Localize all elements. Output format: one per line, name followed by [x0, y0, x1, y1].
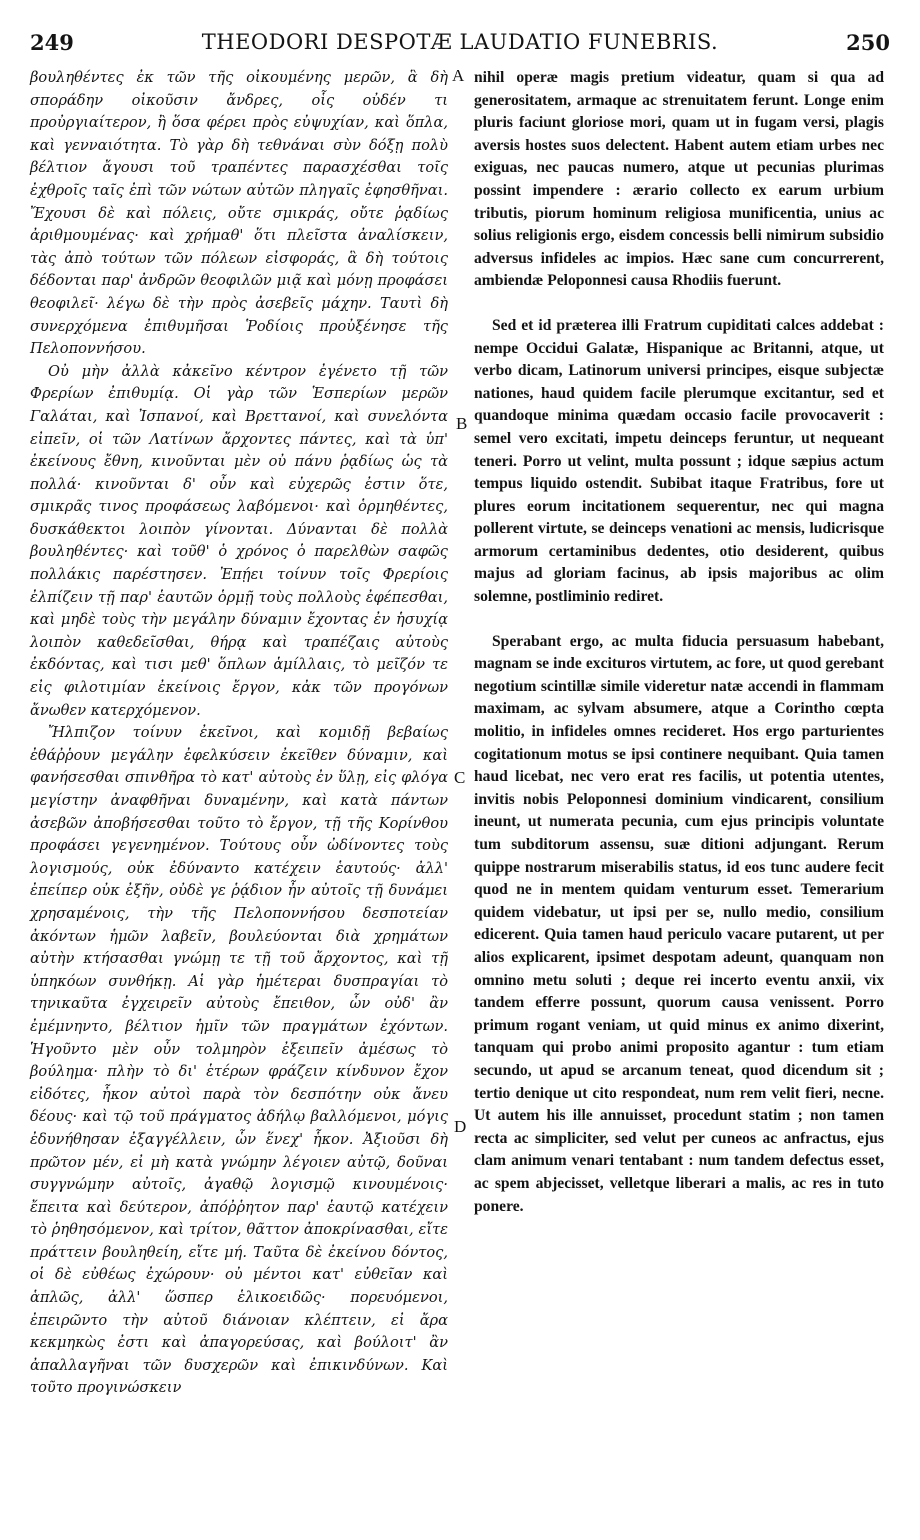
running-title: THEODORI DESPOTÆ LAUDATIO FUNEBRIS. [201, 30, 719, 54]
latin-column [474, 67, 884, 1218]
greek-column [30, 67, 448, 1400]
latin-paragraph-1: nihil operæ magis pretium videatur, quam si qua ad generositatem, armaque ac strenuitatem ferunt. Longe enim pluris faciunt gloriose mori, quam ut in fugam versi, plagis aversis hostes suos delectent. Habent autem etiam urbes nec exiguas, nec paucas numero, atque ut pecunias plurimas possint impendere : ærario collecto ex earum urbium tributis, piorum hominum religiosa munificentia, unius ac solius religionis ergo, eisdem concessis belli nimirum subsidio adversus infideles ac impios. Hæc sane cum concurrerent, ambiendæ Peloponnesi causa Rhodiis fuerunt. [474, 69, 884, 290]
latin-paragraph-3: Sperabant ergo, ac multa fiducia persuasum habebant, magnam se inde excituros virtutem, ac fore, ut quod gerebant negotium scintillæ simile videretur natæ accendi in flammam maximam, ac sylvam absumere, atque a Corintho cœpta molitio, in infideles omnes recideret. Hos ergo parturientes cogitationum motus se ipsi continere nequibant. Quia tamen haud licebat, nec vero erat res facilis, ut potentia utentes, invitis nobis Peloponnesi dominium vindicarent, consilium ineunt, ut numerata pecunia, cum ejus principis voluntate tum subditorum assensu, suæ ditioni adjungant. Rerum quippe nostrarum miserabilis status, id eos tunc audere fecit quod ne in mentem quidam venturum esset. Temerarium quidem videbatur, ut ipsi per se, nullo medio, consilium edicerent. Quia tamen haud periculo vacare putarent, ut per alios explicarent, ipsimet despotam adeunt, quanquam non omnino metu soluti ; deque rei incerto eventu anxii, vix tandem efferre possunt, quorum causa venissent. Porro primum rogant veniam, ut quid minus ex animo dixerint, tanquam qui probo animi proposito agantur : tum etiam secundo, ut apud se arcanum teneat, quod dicendum sit ; tertio denique ut cito respondeat, num rem velit fieri, necne. Ut autem his ille annuisset, procedunt statim ; non tamen recta ac simpliciter, sed velut per cuneos ac anfractus, ejus clam animum venari tentabant : num tandem defectus esset, ac spem abjecisset, velletque liberari a malis, ac res in tuto ponere. [474, 632, 884, 1215]
greek-paragraph-3: Ἤλπιζον τοίνυν ἐκεῖνοι, καὶ κομιδῇ βεβαίως ἐθάῤῥουν μεγάλην ἐφελκύσειν ἐκεῖθεν δύναμιν, καὶ φανήσεσθαι σπινθῆρα τὸ κατ' αὐτοὺς ἐν ὕλῃ, εἰς φλόγα μεγίστην ἀναφθῆναι δυναμένην, καὶ κατὰ πάντων ἀσεβῶν ἀποβήσεσθαι τοῦτο τὸ ἔργον, τῇ τῆς Κορίνθου προφάσει γεγενημένον. Τούτους οὖν ὠδίνοντες τοὺς λογισμούς, οὐκ ἐδύναντο κατέχειν ἑαυτούς· ἀλλ' ἐπείπερ οὐκ ἐξῆν, οὐδὲ γε ῥᾴδιον ἦν αὐτοῖς τῇ δυνάμει χρησαμένοις, τὴν τῆς Πελοποννήσου δεσποτείαν ἀκόντων ἡμῶν λαβεῖν, βουλεύονται διὰ χρημάτων αὐτὴν κτήσασθαι γνώμῃ τε τῇ τοῦ ἄρχοντος, καὶ τῇ ὑπηκόων συνθήκῃ. Αἱ γὰρ ἡμέτεραι δυσπραγίαι τὸ τηνικαῦτα ἐγχειρεῖν αὐτοὺς ἔπειθον, ὧν οὐδ' ἂν ἐμέμνηντο, βέλτιον ἡμῖν τῶν πραγμάτων ἐχόντων. Ἡγοῦντο μὲν οὖν τολμηρὸν ἐξειπεῖν ἀμέσως τὸ βούλημα· πλὴν τὸ δι' ἑτέρων φράζειν κίνδυνον ἔχον εἰδότες, ἧκον αὐτοὶ παρὰ τὸν δεσπότην οὐκ ἄνευ δέους· καὶ τῷ τοῦ πράγματος ἀδήλῳ βαλλόμενοι, μόγις ἐδυνήθησαν ἐξαγγέλλειν, ὧν ἕνεχ' ἧκον. Ἀξιοῦσι δὴ πρῶτον μέν, εἰ μὴ κατὰ γνώμην λέγοιεν αὐτῷ, δοῦναι συγγνώμην αὐτοῖς, ἀγαθῷ λογισμῷ κινουμένοις· ἔπειτα καὶ δεύτερον, ἀπόῤῥητον παρ' ἑαυτῷ κατέχειν τὸ ῥηθησόμενον, καὶ τρίτον, θᾶττον ἀποκρίνασθαι, εἴτε πράττειν βουληθείη, εἴτε μή. Ταῦτα δὲ ἐκείνου δόντος, οἱ δὲ εὐθέως ἐχώρουν· οὐ μέντοι κατ' εὐθεῖαν καὶ ἁπλῶς, ἀλλ' ὥσπερ ἑλικοειδῶς· πορευόμενοι, ἐπειρῶντο τὴν αὐτοῦ διάνοιαν κλέπτειν, εἰ ἄρα κεκμηκὼς ἐστι καὶ ἀπαγορεύσας, καὶ βούλοιτ' ἂν ἀπαλλαγῆναι τῶν δυσχερῶν καὶ ἐπικινδύνων. Καὶ τοῦτο προγινώσκειν [30, 724, 448, 1397]
page-number-right: 250 [846, 30, 890, 55]
section-marker-d: D [454, 1117, 467, 1136]
running-header [30, 30, 890, 64]
greek-paragraph-1: βουληθέντες ἐκ τῶν τῆς οἰκουμένης μερῶν, ἃ δὴ σποράδην οἰκοῦσιν ἄνδρες, οἷς οὐδέν τι προὐργιαίτερον, ἢ ὅσα φέρει πρὸς εὐψυχίαν, καὶ ὅπλα, καὶ γενναιότητα. Τὸ γὰρ δὴ τεθνάναι σὺν δόξῃ πολὺ βέλτιον ἄγουσι τοῦ τραπέντες παρασχέσθαι τοῖς ἐχθροῖς ταῖς ἐπὶ τῶν νώτων αὐτῶν πληγαῖς ἐφησθῆναι. Ἔχουσι δὲ καὶ πόλεις, οὔτε σμικράς, οὔτε ῥᾳδίως ἀριθμουμένας· καὶ χρήμαθ' ὅτι πλεῖστα ἀναλίσκειν, τὰς ἀπὸ τούτων τῶν πόλεων εἰσφοράς, ἃ δὴ τούτοις δέδονται παρ' ἀνδρῶν θεοφιλῶν μιᾷ καὶ μόνῃ προφάσει θεοφιλεῖ· λέγω δὲ τὴν πρὸς ἀσεβεῖς μάχην. Ταυτὶ δὴ συνερχόμενα ἐπιθυμῆσαι Ῥοδίοις προὐξένησε τῆς Πελοποννήσου. [30, 69, 448, 358]
latin-paragraph-2: Sed et id præterea illi Fratrum cupiditati calces addebat : nempe Occidui Galatæ, Hispanique ac Britanni, atque, ut verbo dicam, Latinorum universi principes, eisque subjectæ nationes, haud quidem facile plerumque excitantur, sed et quandoque minima quædam occasio facile provocaverit : semel vero excitati, impetu deinceps feruntur, ut nequeant teneri. Porro ut velint, multa possunt ; idque sæpius actum tempus liquido ostendit. Subibat itaque Fratribus, fore ut plures eorum incitationem sequerentur, nec qui magna pollerent virtute, se deinceps venationi ac mensis, ludicrisque armorum certaminibus dedentes, otio desiderent, quibus majus ad gloriam facinus, ab ipsis majoribus ac olim solemne, postliminio rediret. [474, 316, 884, 606]
section-marker-a: A [452, 66, 465, 85]
section-marker-c: C [454, 768, 466, 787]
page-number-left: 249 [30, 30, 74, 55]
section-marker-b: B [456, 414, 468, 433]
greek-paragraph-2: Οὐ μὴν ἀλλὰ κἀκεῖνο κέντρον ἐγένετο τῇ τῶν Φρερίων ἐπιθυμίᾳ. Οἱ γὰρ τῶν Ἑσπερίων μερῶν Γαλάται, καὶ Ἰσπανοί, καὶ Βρεττανοί, καὶ συνελόντα εἰπεῖν, οἱ τῶν Λατίνων ἄρχοντες πάντες, καὶ τὰ ὑπ' ἐκείνους ἔθνη, κινοῦνται μὲν οὐ πάνυ ῥᾳδίως ὡς τὰ πολλά· κινοῦνται δ' οὖν καὶ εὐχερῶς ἐστιν ὅτε, σμικρᾶς τινος προφάσεως λαβόμενοι· καὶ ὁρμηθέντες, δυσκάθεκτοι λοιπὸν γίνονται. Δύνανται δὲ πολλὰ βουληθέντες· καὶ τοῦθ' ὁ χρόνος ὁ παρελθὼν σαφῶς πολλάκις παρέστησεν. Ἐπῄει τοίνυν τοῖς Φρερίοις ἐλπίζειν τῇ παρ' ἑαυτῶν ὁρμῇ τοὺς πολλοὺς ἐφέπεσθαι, καὶ μηδὲ τοὺς τὴν μεγάλην δύναμιν ἔχοντας ἐν ἡσυχίᾳ λοιπὸν καθεδεῖσθαι, θήρᾳ καὶ τραπέζαις αὐτοὺς ἐκδόντας, καὶ τισι μεθ' ὅπλων ἁμίλλαις, τὸ μεῖζόν τε εἰς φιλοτιμίαν ἐκείνοις ἔργον, κἀκ τῶν προγόνων ἄνωθεν κατερχόμενον. [30, 362, 448, 719]
